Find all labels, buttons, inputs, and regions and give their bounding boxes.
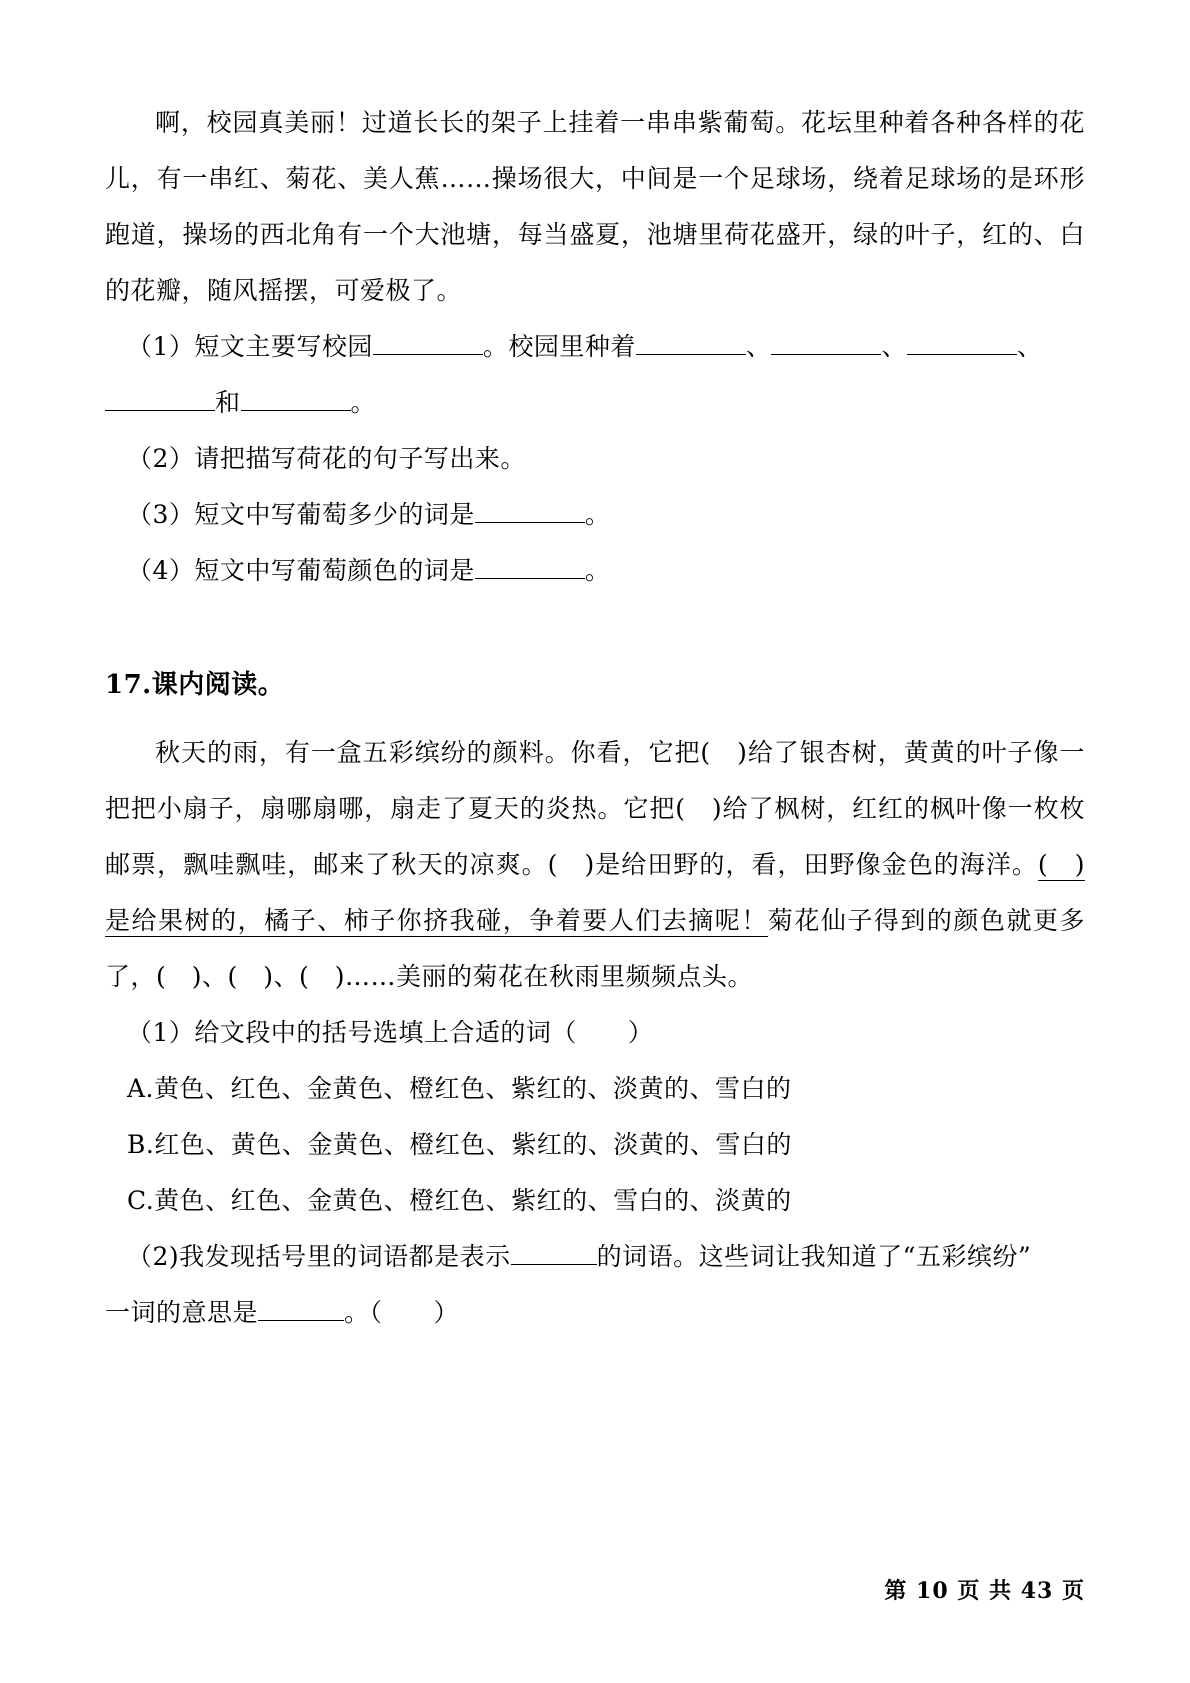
section-17-question-2 (105, 1229, 1085, 1285)
s17q2-line2-prefix: 一词的意思是 (105, 1298, 259, 1327)
passage-underlined-part: ( )是给果树的，橘子、柿子你挤我碰，争着要人们去摘呢！ (105, 850, 1085, 935)
q1-blank-3[interactable] (771, 354, 881, 355)
q1-prefix: （1）短文主要写校园 (127, 332, 373, 361)
footer-total-pages: 43 (1020, 1578, 1054, 1604)
footer-mid: 页 共 (957, 1578, 1013, 1604)
passage1-question-1 (105, 319, 1085, 375)
section-17-title: 17.课内阅读。 (105, 670, 285, 700)
page-footer (884, 1574, 1085, 1605)
q1-line2-mid: 和 (215, 388, 241, 417)
q1-blank-1[interactable] (373, 354, 483, 355)
q4-end: 。 (584, 556, 611, 585)
s17q2-prefix: （2)我发现括号里的词语都是表示 (127, 1242, 511, 1271)
q1-mid1: 。校园里种着 (482, 332, 636, 361)
q3-prefix: （3）短文中写葡萄多少的词是 (127, 500, 475, 529)
passage-part-2: 菊花仙子得到的颜色就更多了，( )、( )、( )……美丽的菊花在秋雨里频频点头。 (105, 906, 1085, 991)
section-17-passage (105, 725, 1085, 1005)
passage1-question-4 (105, 543, 1085, 599)
passage1-question-2: （2）请把描写荷花的句子写出来。 (127, 444, 526, 473)
section-spacer (105, 599, 1085, 661)
passage-part-1: 秋天的雨，有一盒五彩缤纷的颜料。你看，它把( )给了银杏树，黄黄的叶子像一把把小扇子，扇哪扇哪，扇走了夏天的炎热。它把( )给了枫树，红红的枫叶像一枚枚邮票，飘哇飘哇，邮来了秋天的凉爽。( )是给田野的，看，田野像金色的海洋。 (105, 738, 1085, 879)
footer-prefix: 第 (884, 1578, 908, 1604)
s17q2-blank-1[interactable] (511, 1264, 597, 1265)
q1-blank-5[interactable] (105, 410, 215, 411)
title-spacer (105, 709, 1085, 725)
s17q2-line2-end: 。（ ） (344, 1298, 460, 1327)
q1-blank-4[interactable] (907, 354, 1017, 355)
q1-sep-3: 、 (1016, 332, 1043, 361)
q1-end: 。 (350, 388, 377, 417)
q1-sep-1: 、 (745, 332, 772, 361)
q1-sep-2: 、 (881, 332, 907, 361)
section-17-question-1: （1）给文段中的括号选填上合适的词（ ） (127, 1018, 654, 1047)
option-a[interactable]: A.黄色、红色、金黄色、橙红色、紫红的、淡黄的、雪白的 (127, 1074, 792, 1103)
s17q2-mid: 的词语。这些词让我知道了“五彩缤纷” (596, 1242, 1032, 1271)
section-17-question-2-line2 (105, 1285, 1085, 1341)
passage1-question-3 (105, 487, 1085, 543)
footer-page-number: 10 (916, 1578, 949, 1604)
option-c[interactable]: C.黄色、红色、金黄色、橙红色、紫红的、雪白的、淡黄的 (127, 1186, 792, 1215)
passage-1-text: 啊，校园真美丽！过道长长的架子上挂着一串串紫葡萄。花坛里种着各种各样的花儿，有一串红、菊花、美人蕉……操场很大，中间是一个足球场，绕着足球场的是环形跑道，操场的西北角有一个大池塘，每当盛夏，池塘里荷花盛开，绿的叶子，红的、白的花瓣，随风摇摆，可爱极了。 (105, 108, 1085, 305)
q4-prefix: （4）短文中写葡萄颜色的词是 (127, 556, 475, 585)
q1-blank-2[interactable] (636, 354, 746, 355)
q4-blank[interactable] (475, 578, 585, 579)
q3-blank[interactable] (475, 522, 585, 523)
q1-blank-6[interactable] (241, 410, 351, 411)
s17q2-blank-2[interactable] (258, 1320, 344, 1321)
q3-end: 。 (584, 500, 611, 529)
option-b[interactable]: B.红色、黄色、金黄色、橙红色、紫红的、淡黄的、雪白的 (127, 1130, 792, 1159)
passage1-question-1-line2 (105, 375, 1085, 431)
footer-suffix: 页 (1061, 1578, 1085, 1604)
